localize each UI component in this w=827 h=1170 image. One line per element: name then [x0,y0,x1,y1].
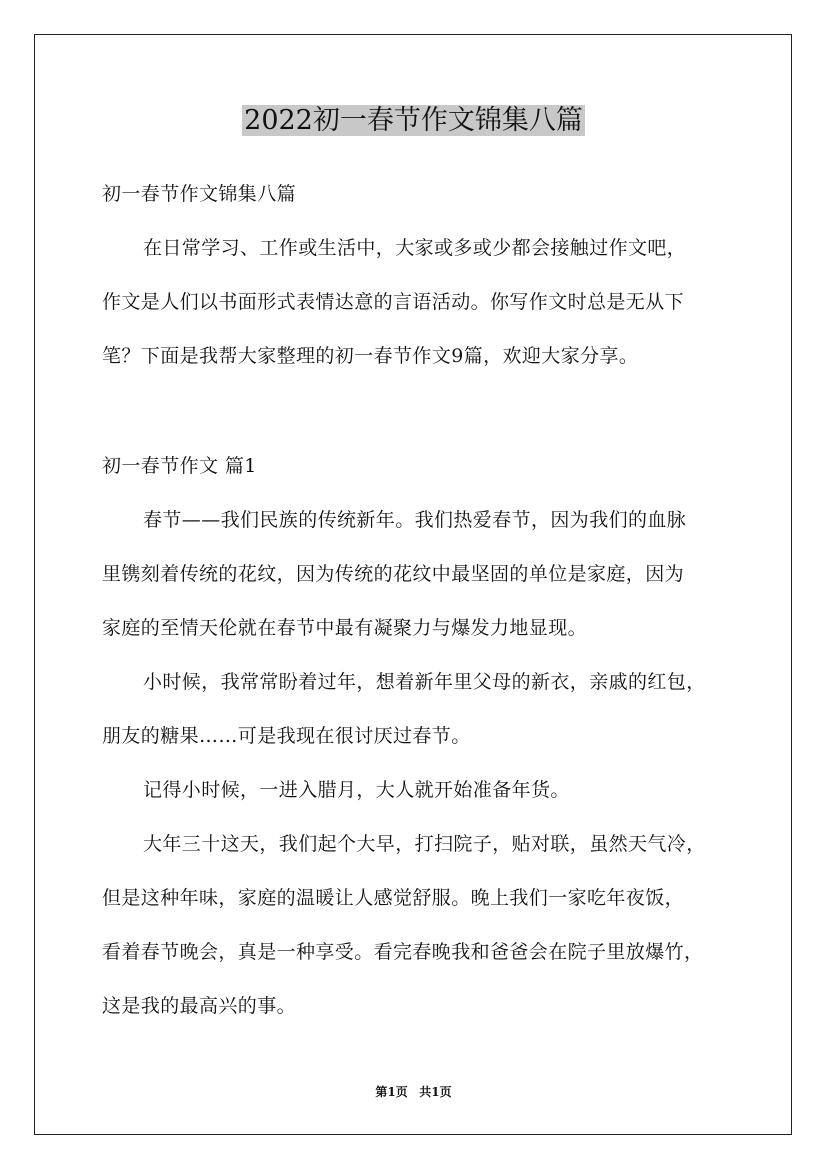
document-title [0,101,827,141]
body-line-5: 朋友的糖果……可是我现在很讨厌过春节。 [102,725,471,747]
body-line-8: 但是这种年味，家庭的温暖让人感觉舒服。晚上我们一家吃年夜饭， [102,887,685,909]
page-total: 共1页 [419,1085,452,1099]
body-line-10: 这是我的最高兴的事。 [102,995,297,1017]
intro-line-1: 在日常学习、工作或生活中，大家或多或少都会接触过作文吧， [143,237,687,259]
body-line-9: 看着春节晚会，真是一种享受。看完春晚我和爸爸会在院子里放爆竹， [102,941,704,963]
body-line-6: 记得小时候，一进入腊月，大人就开始准备年货。 [143,779,570,801]
body-line-4: 小时候，我常常盼着过年，想着新年里父母的新衣，亲戚的红包， [143,671,706,693]
page-number: 第1页 [375,1085,408,1099]
intro-line-2: 作文是人们以书面形式表情达意的言语活动。你写作文时总是无从下 [102,291,685,313]
intro-line-3: 笔？下面是我帮大家整理的初一春节作文9篇，欢迎大家分享。 [102,345,639,367]
page-footer [0,1082,827,1102]
document-subtitle: 初一春节作文锦集八篇 [102,183,297,205]
body-line-2: 里镌刻着传统的花纹，因为传统的花纹中最坚固的单位是家庭，因为 [102,563,685,585]
section-heading: 初一春节作文 篇1 [102,455,257,477]
body-line-7: 大年三十这天，我们起个大早，打扫院子，贴对联，虽然天气冷， [143,833,706,855]
body-line-3: 家庭的至情天伦就在春节中最有凝聚力与爆发力地显现。 [102,617,588,639]
document-title-text: 2022初一春节作文锦集八篇 [244,105,583,136]
body-line-1: 春节——我们民族的传统新年。我们热爱春节，因为我们的血脉 [143,509,687,531]
